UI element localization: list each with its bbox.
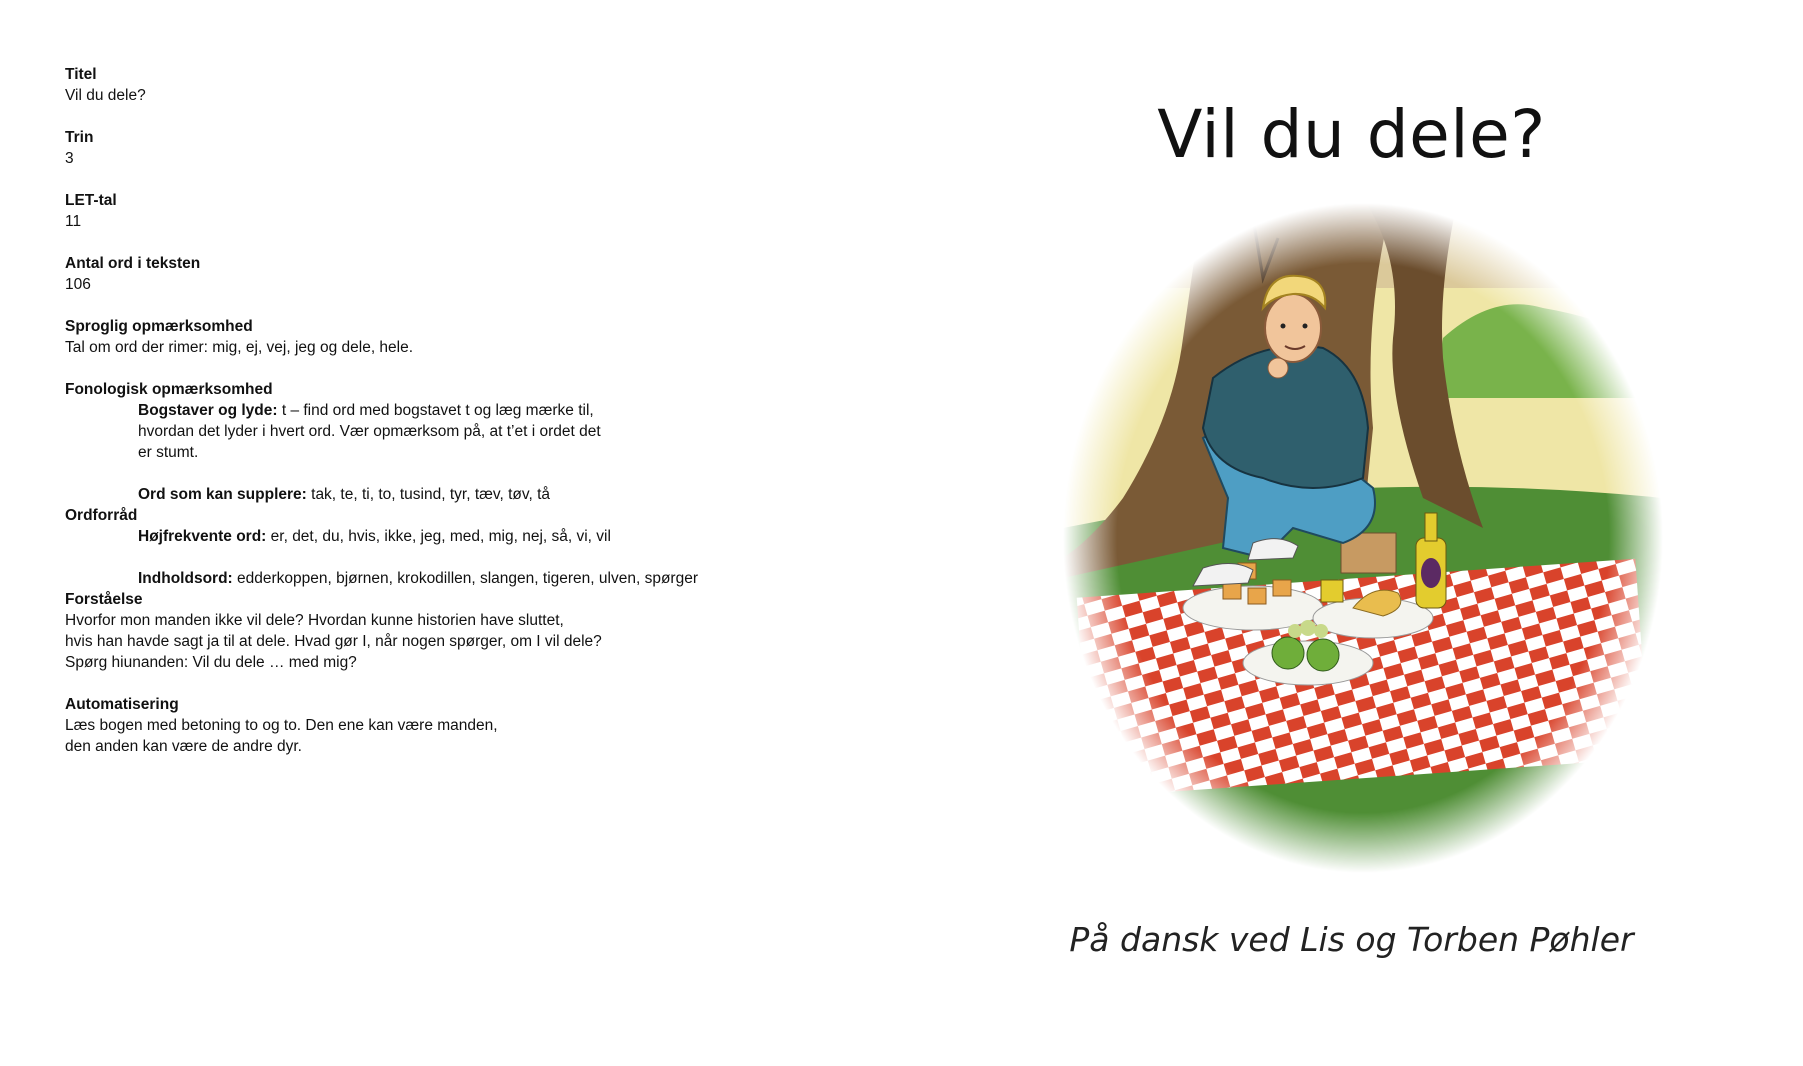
bogstaver-block bbox=[65, 400, 825, 463]
forstaaelse-line1: Hvorfor mon manden ikke vil dele? Hvordan kunne historien have sluttet, bbox=[65, 612, 564, 629]
indholdsord-text: edderkoppen, bjørnen, krokodillen, slangen, tigeren, ulven, spørger bbox=[232, 570, 698, 587]
forstaaelse-section bbox=[65, 589, 825, 673]
picnic-blanket bbox=[1077, 559, 1650, 798]
hand bbox=[1268, 358, 1288, 378]
antal-value: 106 bbox=[65, 276, 91, 293]
sproglig-text: Tal om ord der rimer: mig, ej, vej, jeg og dele, hele. bbox=[65, 339, 414, 356]
automatisering-line1: Læs bogen med betoning to og to. Den ene kan være manden, bbox=[65, 717, 498, 734]
let-section bbox=[65, 190, 825, 232]
forstaaelse-line2: hvis han havde sagt ja til at dele. Hvad gør I, når nogen spørger, om I vil dele? bbox=[65, 633, 602, 650]
sproglig-section bbox=[65, 316, 825, 358]
forstaaelse-line3: Spørg hiunanden: Vil du dele … med mig? bbox=[65, 654, 357, 671]
automatisering-line2: den anden kan være de andre dyr. bbox=[65, 738, 302, 755]
automatisering-section bbox=[65, 694, 825, 757]
title-section bbox=[65, 64, 825, 106]
bogstaver-line2: hvordan det lyder i hvert ord. Vær opmærksom på, at t’et i ordet det bbox=[138, 423, 601, 440]
forstaaelse-heading: Forståelse bbox=[65, 591, 143, 608]
bogstaver-line1: t – find ord med bogstavet t og læg mærke til, bbox=[277, 402, 594, 419]
trin-value: 3 bbox=[65, 150, 74, 167]
trin-heading: Trin bbox=[65, 129, 94, 146]
let-value: 11 bbox=[65, 213, 82, 230]
book-title: Vil du dele? bbox=[1157, 96, 1546, 173]
shoe bbox=[1248, 539, 1298, 560]
fonologisk-heading: Fonologisk opmærksomhed bbox=[65, 381, 273, 398]
ordforraad-heading: Ordforråd bbox=[65, 507, 138, 524]
fonologisk-section bbox=[65, 379, 825, 505]
supplere-text: tak, te, ti, to, tusind, tyr, tæv, tøv, tå bbox=[306, 486, 551, 503]
face bbox=[1265, 294, 1321, 362]
bogstaver-label: Bogstaver og lyde: bbox=[138, 402, 278, 419]
trin-section bbox=[65, 127, 825, 169]
titel-heading: Titel bbox=[65, 66, 97, 83]
book-byline: På dansk ved Lis og Torben Pøhler bbox=[1069, 920, 1634, 959]
automatisering-heading: Automatisering bbox=[65, 696, 179, 713]
bogstaver-line3: er stumt. bbox=[138, 444, 199, 461]
indholdsord-label: Indholdsord: bbox=[138, 570, 233, 587]
let-heading: LET-tal bbox=[65, 192, 117, 209]
supplere-line bbox=[65, 484, 825, 505]
antal-heading: Antal ord i teksten bbox=[65, 255, 201, 272]
hoejfrekvente-label: Højfrekvente ord: bbox=[138, 528, 267, 545]
supplere-label: Ord som kan supplere: bbox=[138, 486, 307, 503]
info-page bbox=[65, 64, 825, 778]
plate bbox=[1243, 641, 1373, 685]
ordforraad-section bbox=[65, 505, 825, 589]
cover-illustration bbox=[1063, 198, 1663, 898]
hoejfrekvente-text: er, det, du, hvis, ikke, jeg, med, mig, nej, så, vi, vil bbox=[266, 528, 611, 545]
indholdsord-line bbox=[65, 568, 825, 589]
antal-section bbox=[65, 253, 825, 295]
sproglig-heading: Sproglig opmærksomhed bbox=[65, 318, 253, 335]
cover-page bbox=[900, 0, 1803, 1066]
titel-value: Vil du dele? bbox=[65, 87, 146, 104]
hoejfrekvente-line bbox=[65, 526, 825, 547]
